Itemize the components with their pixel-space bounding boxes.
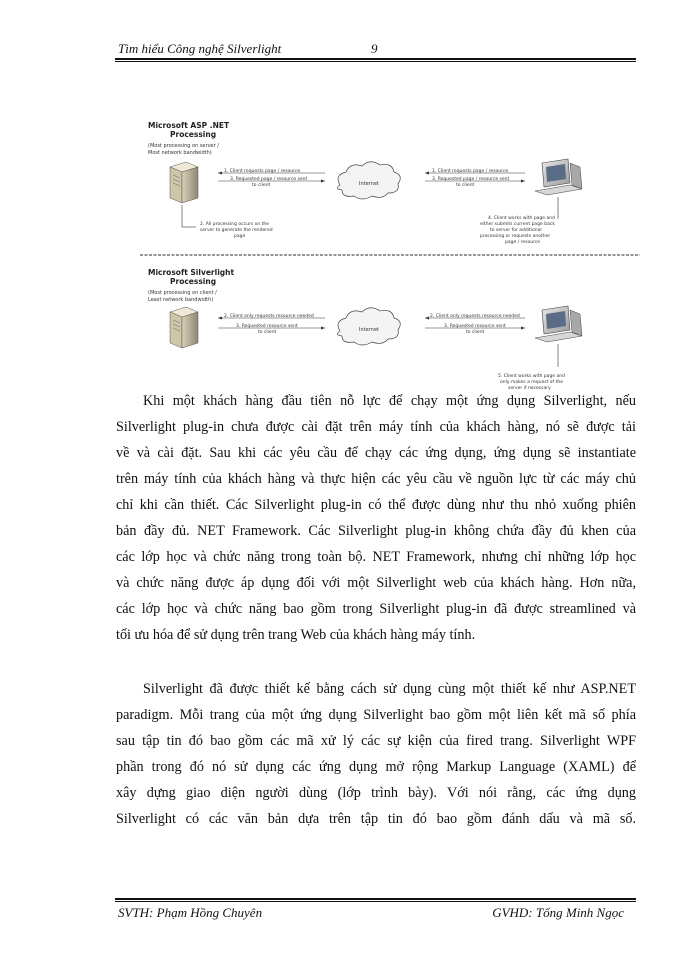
- aspnet-right-step1: 1. Client requests page / resource: [432, 169, 509, 174]
- aspnet-step4-c: to server for additional: [490, 228, 542, 233]
- header-title: Tìm hiểu Công nghệ Silverlight: [118, 41, 282, 56]
- silverlight-right-step2: 2. Client only requests resource needed: [430, 314, 520, 319]
- paragraph-2: [116, 676, 636, 832]
- processing-diagram: [140, 115, 640, 395]
- silverlight-title-2: Processing: [170, 277, 217, 286]
- paragraph-2-line: Silverlight có các văn bản dựa trên tập tin đó bao gồm đánh dấu và mã số.: [116, 811, 636, 827]
- aspnet-left-step3b: to client: [252, 183, 271, 188]
- header-rule-thin: [115, 61, 636, 62]
- aspnet-step4-e: page / resource: [505, 240, 541, 245]
- aspnet-step4: 4. Client works with page and: [488, 216, 555, 221]
- silverlight-left-step3b: to client: [258, 330, 277, 335]
- paragraph-1-line: Silverlight plug-in chưa được cài đặt trên máy tính của khách hàng, nó sẽ được tải: [116, 419, 636, 435]
- silverlight-right-step3b: to client: [466, 330, 485, 335]
- aspnet-right-step3: 3. Requested page / resource sent: [432, 177, 510, 182]
- header-rule: [115, 58, 636, 60]
- paragraph-2-line: sau tập tin đó bao gồm các mã xử lý các sự kiện của fired trang. Silverlight WPF: [116, 733, 636, 749]
- page-number: 9: [371, 41, 378, 56]
- paragraph-1-line: các lớp học và chức năng trong toàn bộ. NET Framework, nhưng chỉ những lớp học: [116, 549, 636, 565]
- computer-icon: [535, 306, 582, 342]
- footer-student: SVTH: Phạm Hồng Chuyên: [118, 905, 263, 920]
- aspnet-title: Microsoft ASP .NET: [148, 121, 230, 130]
- aspnet-step4-d: processing or requests another: [480, 234, 551, 239]
- silverlight-subtitle: (Most processing on client /: [148, 290, 217, 296]
- aspnet-step2-b: server to generate the rendered: [200, 228, 273, 233]
- paragraph-1-line: tối ưu hóa để sử dụng trên trang Web của khách hàng máy tính.: [116, 627, 476, 643]
- aspnet-title-2: Processing: [170, 130, 217, 139]
- aspnet-left-step1: 1. Client requests page / resource: [224, 169, 301, 174]
- silverlight-step5: 5. Client works with page and: [498, 374, 565, 379]
- paragraph-2-line: phần trong đó nó sử dụng các ứng dụng mở rộng Markup Language (XAML) để: [116, 759, 636, 775]
- server-icon: [170, 162, 198, 203]
- silverlight-left-step2: 2. Client only requests resource needed: [224, 314, 314, 319]
- aspnet-step2-c: page: [234, 234, 246, 239]
- paragraph-1-line: các lớp học và chức năng bao gồm trong Silverlight plug-in đã được streamlined và: [116, 601, 636, 617]
- aspnet-step2: 2. All processing occurs on the: [200, 222, 270, 227]
- silverlight-subtitle-2: Least network bandwidth): [148, 297, 214, 303]
- paragraph-1-line: về và cài đặt. Sau khi các yêu cầu để chạy các ứng dụng, ứng dụng sẽ instantiate: [116, 445, 636, 461]
- paragraph-1-line: Khi một khách hàng đầu tiên nỗ lực để chạy một ứng dụng Silverlight, nếu: [143, 393, 636, 409]
- silverlight-right-step3: 3. Requested resource sent: [444, 324, 506, 329]
- paragraph-1: [116, 388, 636, 648]
- footer-instructor: GVHD: Tống Minh Ngọc: [492, 905, 624, 920]
- silverlight-internet-label: Internet: [359, 327, 379, 333]
- footer-rule-thin: [115, 901, 636, 902]
- paragraph-2-line: Silverlight đã được thiết kế bằng cách sử dụng cùng một thiết kế như ASP.NET: [143, 681, 636, 697]
- silverlight-left-step3: 3. Requested resource sent: [236, 324, 298, 329]
- paragraph-2-line: paradigm. Mỗi trang của một ứng dụng Silverlight bao gồm một liên kết mã số phía: [116, 707, 636, 723]
- paragraph-1-line: và chức năng được áp dụng đối với một Silverlight web của khách hàng. Hơn nữa,: [116, 575, 636, 591]
- aspnet-internet-label: Internet: [359, 181, 379, 187]
- silverlight-title: Microsoft Silverlight: [148, 268, 235, 277]
- aspnet-right-step3b: to client: [456, 183, 475, 188]
- aspnet-subtitle: (Most processing on server /: [148, 143, 219, 149]
- silverlight-step5-c: server if necessary: [508, 386, 551, 391]
- aspnet-subtitle-2: Most network bandwidth): [148, 150, 212, 156]
- server-icon: [170, 307, 198, 348]
- computer-icon: [535, 159, 582, 195]
- paragraph-2-line: xây dựng giao diện người dùng (lớp trình bày). Với nói rằng, các ứng dụng: [116, 785, 636, 801]
- aspnet-left-step3: 3. Requested page / resource sent: [230, 177, 308, 182]
- paragraph-1-line: bản đầy đủ. NET Framework. Các Silverlight plug-in không chứa đầy đủ khen của: [116, 523, 636, 539]
- aspnet-step4-b: either submits current page back: [480, 222, 555, 227]
- paragraph-1-line: trên máy tính của khách hàng và thực hiện các yêu cầu về nguồn lực từ các máy chủ: [116, 471, 636, 487]
- footer-rule: [115, 898, 636, 900]
- paragraph-1-line: chỉ khi cần thiết. Các Silverlight plug-in có thể được dùng như thu nhỏ xuống phiên: [116, 497, 636, 513]
- silverlight-step5-b: only makes a request of the: [500, 380, 563, 385]
